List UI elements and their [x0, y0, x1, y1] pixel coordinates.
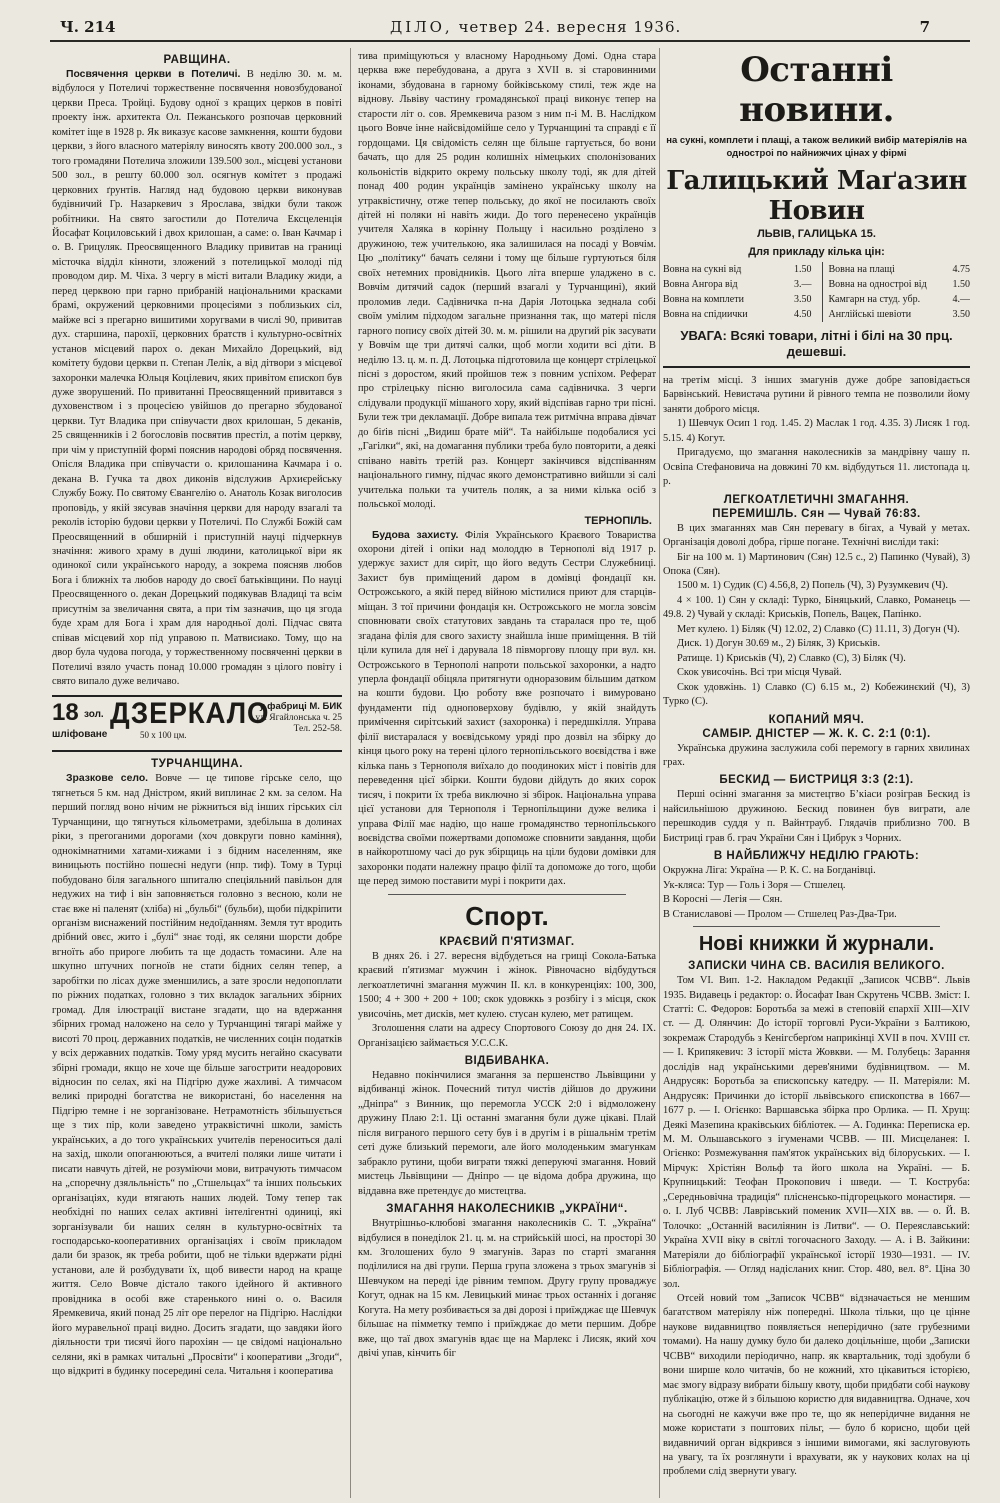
next-game: В Станиславові — Пролом — Стшелец Раз-Два-Три.	[663, 908, 897, 920]
price-row	[829, 292, 971, 307]
books-heading: Нові книжки й журнали.	[698, 933, 935, 956]
ad-price-unit: зол.	[84, 709, 104, 721]
price-value: 3.50	[952, 309, 970, 320]
section-title-ravshchyna: РАВЩИНА.	[163, 54, 231, 66]
article-text: В неділю 30. м. м. відбулося у Потеличі торжественне посвячення новозбудованої церкви Преса. Тройці. Будову одної з кращих церков в повіті проекту інж. архитекта Ол. Пежанського розпочав церковний комітет іще в 1928 р. Як виказує касове замкнення, кошти будови церкви, з його власного матеріялу виносять квоту 200.000 зол., з того громадяни Потелича зложили 139.500 зол., місцеві установи 500 зол., в решту 60.000 зол. осягнув комітет з продажі церковних ґрунтів. Нагляд над будовою церкви виконував будівничий Гр. Назаркевич з Ярослава, звідки були також робітники. На свято загостили до Потелича Ексцеленція Йосафат Коцилoвський і двох крилошан, а саме: о. Іван Качмар і о. В. Грицуляк. Преосвященного Владику привитав на границі місточка відділ кінноти, зложений з потелицької молоді під проводом дир. М. Чіха. З чергу в місті витали Владику жиди, а перед церквою при гарно прибраній національними красками брамі, окружений церковними процесіями з поблизьких сіл, майже всі з прегарно вишитими хоругвами в числі 90, привитав дух. старшина, парохії, церковних братств і культурно-освітніх установ місцевий парох о. декан Михайло Дорецький, від комітету будови церкви п. Степан Лелік, а від дітвори з місцевої захоронки малечка Юльця Коцілевич, яких привітом єпископ був дуже зворушений. По привитанні Преосвященний привитався з духовенством і з процесією увійшов до прегарно збудованої церкви. Тут Владика при співучасти двох крилошан, 5 деканів, 25 священників і 2 богословів посвятив престіл, а потім церкву, при чім у приступній формі пояснив народові обряд посвячення. Опісля Владика при співучасти о. крилошанина Качмара і о. декана В. Гучка та двох диконів відслужив Архиєрейську Службу Божу. По святому Євангелію о. Анатоль Козак виголосив проповідь, у якій зясував значіння церкви для народу взагалі та реколів історію будови церкви у Потеличі. По Службі Божій сам Преосвященний в обширній і приступній науці підчеркнув значіння: живого храму в душі людини, католицької віри як одинокої сили українського народу, а зокрема поясняв любов Бога і ближніх та любов народу до своєї батьківщини. По науці Преосвященного о. декан Дорецький подякував Владиці та всім присутнім за звеличання свята, а при тім зазначив, що ця згода буде храм для Бога і храм для народньої долі. Підчас свята співав місцевий хор під управою п. Матвисиако. Тому, що на двор була чудова погода, у торжественному посвяченні церкви в Потеличі взяло участь понад 10.000 громадян з цілого повіту і свято випало дуже величаво.	[52, 69, 342, 688]
article-text: Вовче — це типове гірське село, що тягнеться 5 км. над Дністром, який виплинає 2 км. за селом. На перший погляд воно нічим не ріжниться від інших гірських сіл Турчанщини, що тягнуться кільометрами, здебільша в долинах ріки, з прегоганими дорогами (хоч довкруги повно каміння), однокімнатними хатами-хижами і з бідним населенням, яке виницьють постійно пошесні недуги (нпр. тиф). Тому в Турці побудовано біля загального шпиталю спеціяльний павільон для недужих на тиф і він заповняється головно з весною, коли не стає вже ні паленят (хліба) ні „бульбі“ (бульби), щоби підкріпити організм виснажений постійним недоїданням. Земля тут вродить дрібний овєс, жито і „булі“ знає тоді, як селяни шорсти добре вгноїть або прироге любить та ще додасть томасини. Але на шкупно штучних погноїв не стати бідних селян тепер, а заробітки по лісах дуже зменшились, а зате зросли недопоплати по ріжних податках, головно з тих вкладок загальних збірних громад. Для ілюстрації вистане згадати, що на вдержання збірних громад наложено на село у Турчанщині тягарі майже у висоті 70 проц. державних податків, не численних соцін податків у всіх державних податків. Тому уряд мусить негайно скасувати збірні громади, якщо не хоче ще більше загострити неадорових відносин по селах, які на Підгірю дуже жахливі. А тимчасом великі природні богатства не використані, бо населення на Підгірю темне і не зорганізоване. Нетрамотність збільшується ще з тих пір, коли заведено утраквістичні школи, замість українських, а до того українських учителів переноситься далі на захід, школи опоганюються, а вчителі поляки лише читати і писати навчуть дітей, не розуміючи мови, витрачують тимчасом на „споречну дзяльльність“ по „Стшельцах“ та інших польських організаціях, куди втягають наших людей. Тому тепер так необхідні по наших селах активні інтелігентні одиниці, які зорганізували би наших селян в культурно-освітніх та господарсько-кооперативних організаціях і своїм прикладом дали би зразок, як треба робити, щоб не тільки вдержати рідні установи, але й розбудувати їх, щоб вивести народ на краще життя. Село Вовче дістало такого ідейного й активного провідника в особі вже старенького нині о. о. Василя Яремкевича, який понад 25 літ оре перелог на Підгірю. Наслідки його муравельної праці видно. Досить згадати, що завдяки його діяльности три тисячі його парохіян — це свідомі національно селяни, які в рамках читальні „Просвіти“ і кооперативи „Згоди“, що відкриті в будинку посередині села. Читальня і кооператива	[52, 773, 342, 1378]
price-value: 1.50	[794, 264, 812, 275]
price-value: 4.50	[794, 309, 812, 320]
column-divider	[659, 48, 660, 1498]
price-item: Вовна на одностроі від	[828, 279, 927, 290]
price-value: 4.75	[952, 264, 970, 275]
price-row	[663, 277, 812, 292]
price-row	[663, 307, 812, 322]
ad-price-caption: Для прикладу кілька цін:	[748, 246, 885, 258]
price-column-left	[663, 262, 812, 322]
next-game: Ук-клясa: Тур — Голь і Зоря — Стшелец.	[663, 879, 846, 891]
athletics-result: Скок увисочінь. Всі три місця Чувай.	[677, 667, 842, 679]
ad-address	[246, 701, 342, 735]
sport-text-cycling: Внутрішньо-клюбові змагання наколесників С. Т. „Україна“ відбулися в понеділок 21. ц. м. на стрийській шосі, на просторі 30 км. Зголошених було 9 змагунів. Зараз по старті змагання поділилися на дві групи. Перша група зложена з трьох змагунів зі Шевчуком на переді іде рівним темпом. Другу групу проваджує Когут, однак на 15 км. Левицький минає трьох останніх і доганяє Когута. На мету розбивається за дві дорозі і приїжджає ще Шевчук більшає на пімметку темпо і приїжджає до мети першим. Добре вже, що таї двох змагунів вдає ще на Марлекс і Лисяк, який хоч двічі упав, кінчить біг	[358, 1218, 656, 1360]
books-review: Отсей новий том „Записок ЧСВВ“ відзначається не меншим багатством матеріялу ніж попередні. Школа тільки, що це цінне наукове видавництво появляється неперідично (зате грубезними томами). На нашу думку було би далеко доцільніше, щоби „Записки ЧСВВ“ виходили періодично, напр. як квартальник, тоді здобули б вони ширше коло читачів, бо не кожний, хто цікавиться історією, має змогу відразу вибрати більшу квоту, щоби придбати собі наукову публікацію, отже й з більшою користю для видавництва. Одначе, хоч на сьогодні не кажучи вже про те, що як неперідичне видання не може користати з поштових пільг, — було б корисно, щоби цей видавничий орган відкрився з іншими вимогами, які заслуговують на увагу, та їх розглянути і врахувати, як у наукових колах на ці проблеми слід звернути увагу.	[663, 1293, 970, 1478]
athletics-result: 1500 м. 1) Судик (С) 4.56,8, 2) Попель (Ч), 3) Рузумкевич (Ч).	[677, 580, 948, 592]
ad-factory: у фабриці М. БИК	[259, 701, 342, 713]
price-item: Вовна на сукні від	[663, 264, 742, 275]
sport-title-pentathlon: КРАЄВИЙ П'ЯТИЗМАГ.	[439, 935, 575, 948]
sport-heading: Спорт.	[465, 900, 549, 931]
ad-price-list	[663, 262, 970, 322]
football-title: КОПАНИЙ МЯЧ.	[768, 713, 865, 726]
header-rule	[50, 40, 970, 42]
article-turka-continued: тива приміщуються у власному Народньому Домі. Одна стара церква вже перебудована, а друга з XVII в. зі старовинними іконами, збудована в гарному бойківському стилі, теж жде на відновy. Львіву частину громадянської праці виконує тепер на старости літ о. сов. Яремкевича разом з ним п-і М. В. Наслідком цього Вовче інне найсвідомійше село у Турчанщині та справді є її гордощами. Ця свідомість селян ще більше гартується, бо вони бачать, що для 25 родин колишніх німецьких сполонізованих кольоністів відкрито окрему польську школу тоді, як для дітей понад 400 родин українців замінено українську школу на утраквістичну, отже тепер польську, до якої не посилають своїх дітей ні поляки ні навіть жиди. До того перенесено українців учителя Халяка в корінну Польщу і насильно розділено з дружиною, теж учителькою, яка залишилася на посаді у Вовчім. Цю „політику“ бачать селяни і тому ще більше гуртуються біля своїх нетемних провідників. Цього літа вперше уладжено в с. Вовчім дитячий садок (перший взагалі у Турчанщині), який проломив леди. Садівничка п-на Дарія Лотоцька зеднала собі своїм умілим підходом загальне признання так, що матері після гарного попису своїх дітей 30. м. м. рішили на другий рік засувати у Вовчім ще три дитячі салки, щоб могли ходити всі діти. В неділю 13. ц. м. п. Д. Лотоцька підготовила ще концерт стрілецької пісні з доростом, який пройшов теж з повним успіхом. Реферат про стрілецьку пісню виголосила сама садівничка. З черги слідували продукції мішаного хору, який відспівав гарно три пісні. Були теж три декламації. Добре випала теж ритмічна вправа дівчат до біґів пісні „Видиш брате мій“. Та найбільше подобалися усі „Гагілки“, які, на домагання публики треба було повторити, а деякі співано навіть третій раз. Концерт закінчився відспіванням національного гимну, підчас якого демонстративно вийшли зі салі учителька польки та учитель поляк, а за ними кілька осіб з польської молоді.	[358, 51, 656, 511]
ad-dzerkalo	[52, 695, 342, 752]
column-2	[358, 50, 656, 1500]
sport-title-volleyball: ВІДБИВАНКА.	[464, 1055, 550, 1067]
section-title-turka: ТУРЧАНЩИНА.	[151, 758, 243, 771]
ad-intro: на сукні, комплети і плащі, а також великий вибір матеріялів на одностроі по найнижчих цінах у фірмі	[666, 135, 967, 159]
price-value: 3.50	[794, 294, 812, 305]
cycling-notice: Пригадуємо, що змагання наколесників за мандрівну чашу п. Освіпа Стефановича на довжині 70 км. відбудуться 11. листопада ц. р.	[663, 447, 970, 488]
ad-product-size: 50 x 100 цм.	[140, 730, 187, 741]
price-row	[663, 292, 812, 307]
article-lead: Будова захисту.	[372, 529, 459, 541]
sport-text-pentathlon-2: Зголошення слати на адресу Спортового Союзу до дня 24. IX. Організацією займається У.С.С.К.	[358, 1023, 656, 1049]
price-item: Вовна Ангора від	[663, 279, 738, 290]
article-ravshchyna	[52, 68, 342, 689]
athletics-result: Диск. 1) Догун 30.69 м., 2) Біляк, 3) Криськів.	[677, 638, 881, 650]
sport-text-pentathlon: В днях 26. і 27. вересня відбудеться на грищі Сокола-Батька краєвий п'ятизмаг мужчин і жінок. Рівночасно відбудуться легкоатлетичні змагання мужчин II. кл. в конкуренціях: 100, 300, 1500; 4 + 300 + 200 + 100; скок удовжкь з розбігу і з місця, скок увисочінь, мет дисків, мет кулею. стусан кулею, мет ратищем.	[358, 950, 656, 1020]
issue-date: четвер 24. вересня 1936.	[458, 18, 682, 36]
price-item: Камгарн на студ. убр.	[828, 294, 921, 305]
price-item: Вовна на плащі	[828, 264, 895, 275]
section-title-ternopil: ТЕРНОПІЛЬ.	[584, 514, 652, 527]
article-lead: Посвячення церкви в Потеличі.	[66, 69, 241, 80]
athletics-text: В цих змаганнях мав Сян перевагу в бігах, а Чувай у метах. Організація доволі добра, гірше погане. Технічні вислiди такі:	[663, 522, 970, 549]
page-header	[60, 18, 930, 42]
article-lead: Зразкове село.	[66, 773, 149, 785]
column-divider	[350, 48, 351, 1498]
ad-street: ул. Ягайлонська ч. 25	[255, 713, 342, 724]
price-item: Англійські шевіоти	[828, 309, 912, 320]
column-1	[52, 50, 342, 1500]
price-column-right	[822, 262, 971, 322]
beskyd-title: БЕСКИД — БИСТРИЦЯ 3:3 (2:1).	[719, 774, 914, 787]
price-value: 1.50	[952, 279, 970, 290]
article-turka	[52, 772, 342, 1379]
article-text: Філія Українського Краєвого Товариства охорони дітей і опіки над молоддю в Тернополі від 1917 р. удержує захист для сиріт, що його ведуть Сестри Служебниці. Захист був приміщений даром в домівці фондації кн. Острожського, а якій перед війною містилися приют для старців-міщан. З тої причини фондація кн. Острожського не могла зовсім сповнювати своїх статутових завдань та старалася про те, щоб згадана філія для свого захисту знайшла інше приміщення. В тій ціли купила для неї і дарувала 18 півморгову площу при вул. кн. Острожського в Тернополі напроти польської захоронки, а надто уперла фондації обіцяла притягнути одноразовим більшим датком на кошти будови. Цю роботу вже розпочато і вимуровано фундаменти під одноповерховy будівлю, у якій знайдуть примічення сирітський захист (захоронка) і передшкілля. Управа філії вистаралася у воєвідському уряді про дозвіл на збірку до кінця цього року на терені цілого тернопільського воєвідства і вже кілька пань з Тернополя виїхало до поодиноких міст і повітів для переведення цієї збірки. Кошти будови дійдуть до яких сорок тисяч, і покрити їх треба виключно зі збірок. Національна управа цієї установи для Тернополя і Тернопільщини дуже велика і управа Філії має надію, що наше громадянство тернопільського воєвідства своїми пожертвами допоможе сповнити завдання, щоби в найкоротшому часі до рук збірщиць на ціли будови домівки для захоронки подати належну працю філії та допоможе до того, щоби ще перед зимою поставити мурі і покрити дах.	[358, 529, 656, 888]
page-number: 7	[919, 18, 930, 36]
ad-price: 18	[52, 699, 79, 727]
books-title: ЗАПИСКИ ЧИНА СВ. ВАСИЛІЯ ВЕЛИКОГО.	[688, 960, 945, 973]
ad-product-name: ДЗЕРКАЛО	[110, 697, 270, 731]
article-ternopil	[358, 529, 656, 890]
price-value: 3.—	[794, 279, 812, 290]
next-games-title: В НАЙБЛИЖЧУ НЕДІЛЮ ГРАЮТЬ:	[713, 850, 920, 863]
price-item: Вовна на комплети	[663, 294, 744, 305]
athletics-result: Біг на 100 м. 1) Мартинович (Сян) 12.5 с., 2) Папинко (Чувай), 3) Опока (Сян).	[663, 551, 970, 577]
ad-galician-store	[663, 134, 970, 368]
section-separator	[388, 894, 626, 895]
price-row	[663, 262, 812, 277]
ad-warning: УВАГА: Всякі товари, літні і білі на 30 прц. дешевші.	[680, 328, 953, 359]
price-row	[829, 307, 971, 322]
price-row	[829, 277, 971, 292]
sport-text-volleyball: Недавно покінчилися змагання за першенство Львівщини у відбиванці жінок. Почесний титул чистів дійшов до дружини „Дніпра“ з Винник, що перемогла УССК 2:0 і відмоложену дружину Плаю 2:1. Ці останні змагання були дуже цікаві. Плай після виграного першого сету був і в другім і в рішальнім третім сеті дуже близький перемоги, але його молоденьким змагункам забракло рутини, щоби виграти тяжкі деперуючі змагання. Новий мистець Львівщини — Дніпро — це відома добра дружина, що віддавна вже претендує до мистецтва.	[358, 1070, 656, 1197]
books-text: Том VI. Вип. 1-2. Накладом Редакції „Записок ЧСВВ“. Львів 1935. Видавець і редактор: о. Йосафат Іван Скрутень ЧСВВ. Зміст: I. Статті: С. Федоров: Боротьба за межі в степовій єпархії XIII—XIV ст. — Д. Олянчин: До історії торговлі Руси-України з Балтикою, зокремаж Стародубь з Кенігсберґом наприкінці XVII в поч. XVIII ст. — I. Крипякевич: З історії міста Жовкви. — М. Голубець: Зарання дослідів над українськими дерев'яними будівництвом. — М. Андрусяк: Боротьба за єпископську катедру. — II. Матеріяли: М. Андрусяк: Причинки до історії львівського єпископства в 1667—1677 р. — I. Огієнко: Варшавська збірка про Орлика. — П. Хрущ: Деякі Мазепина краківських бібліотек. — А. Годинка: Переписка ep. М. М. Ольшавського з ігуменами ЧСВВ. — III. Мисцеланея: I. Огієнко: Розмежування пам'яток українських від білоруських. — I. Мірчук: Хрістіян Вольф та його школа на Україні. — Б. Крупницький: Теофан Прокопович і шведи. — Т. Коструба: „Середньовічна традиція“ плісненсько-підгорецького монастиря. — о. I. Луб ЧСВВ: Лаврівський поменик XVII—XIX вв. — о. Й. В. Толочко: „Останній василіянин із Литви“. — О. Переяславський: Україна XVII віку в світлі тогочасного Заходу. — А. і В. Зайкини: Матеріяли до бібліографії української історії 1930—1931. — IV. Бібліографія. — Огляд надісланих книг. Стор. 480, вел. 8°. Ціна 30 зол.	[663, 975, 970, 1290]
ad-store-address: ЛЬВІВ, ГАЛИЦЬКА 15.	[757, 228, 876, 240]
price-item: Вовна на спідиички	[663, 309, 748, 320]
next-game: В Коросні — Легія — Сян.	[663, 894, 783, 906]
ad-store-name: Галицький Маґазин Новин	[666, 166, 967, 226]
ad-phone: Тел. 252-58.	[293, 724, 342, 735]
latest-news-heading: Останні новини.	[739, 50, 894, 130]
cycling-results: 1) Шевчук Осип 1 год. 1.45. 2) Маслак 1 год. 4.35. 3) Лисяк 1 год. 5.15. 4) Когут.	[663, 418, 970, 444]
next-game: Окружна Ліга: Україна — Р. К. С. на Богданівці.	[663, 865, 876, 877]
issue-number: Ч. 214	[60, 18, 116, 36]
beskyd-text: Перші осінні змагання за мистецтво Б’кіаси розіграв Бескид із найсильнішою дружиною. Бескид повинен був виграти, але перешкодив суддя у п. Вайнтрауб. Глядачів приблизно 700. В Бистриці грав б. грач України Сян і Цибрук з Чорних.	[663, 789, 970, 844]
athletics-title: ЛЕГКОАТЛЕТИЧНІ ЗМАГАННЯ.	[723, 493, 910, 506]
price-row	[829, 262, 971, 277]
masthead-line	[390, 18, 681, 36]
athletics-result: Мет кулею. 1) Біляк (Ч) 12.02, 2) Славко (С) 11.11, 3) Догун (Ч).	[677, 623, 960, 635]
section-separator	[693, 926, 940, 927]
athletics-result: Ратище. 1) Криськів (Ч), 2) Славко (С), 3) Біляк (Ч).	[677, 652, 906, 664]
cycling-continued: на третім місці. З інших змагунів дуже добре заповідається Барвінський. Невистача рутини й рівного темпа не позволили йому заняти доброго місця.	[663, 375, 970, 415]
paper-name: ДІЛО,	[390, 18, 453, 36]
athletics-result: 4 × 100. 1) Сян у складі: Турко, Біняцький, Славко, Романець — 49.8. 2) Чувай у складі: Криськів, Попель, Вацек, Папінко.	[663, 594, 970, 621]
athletics-subtitle: ПЕРЕМИШЛЬ. Сян — Чувай 76:83.	[712, 507, 921, 520]
column-3	[663, 50, 970, 1500]
football-subtitle: САМБІР. ДНІСТЕР — Ж. К. С. 2:1 (0:1).	[702, 727, 931, 740]
sport-title-cycling: ЗМАГАННЯ НАКОЛЕСНИКІВ „УКРАЇНИ“.	[386, 1203, 628, 1216]
football-text: Українська дружина заслужила собі перемогу в гарних хвилинах грах.	[663, 742, 970, 768]
athletics-result: Скок удовжінь. 1) Славко (С) 6.15 м., 2) Кобежинєкий (Ч), 3) Турко (С).	[663, 681, 970, 708]
price-value: 4.—	[952, 294, 970, 305]
ad-product-subtitle: шліфоване	[52, 729, 108, 741]
